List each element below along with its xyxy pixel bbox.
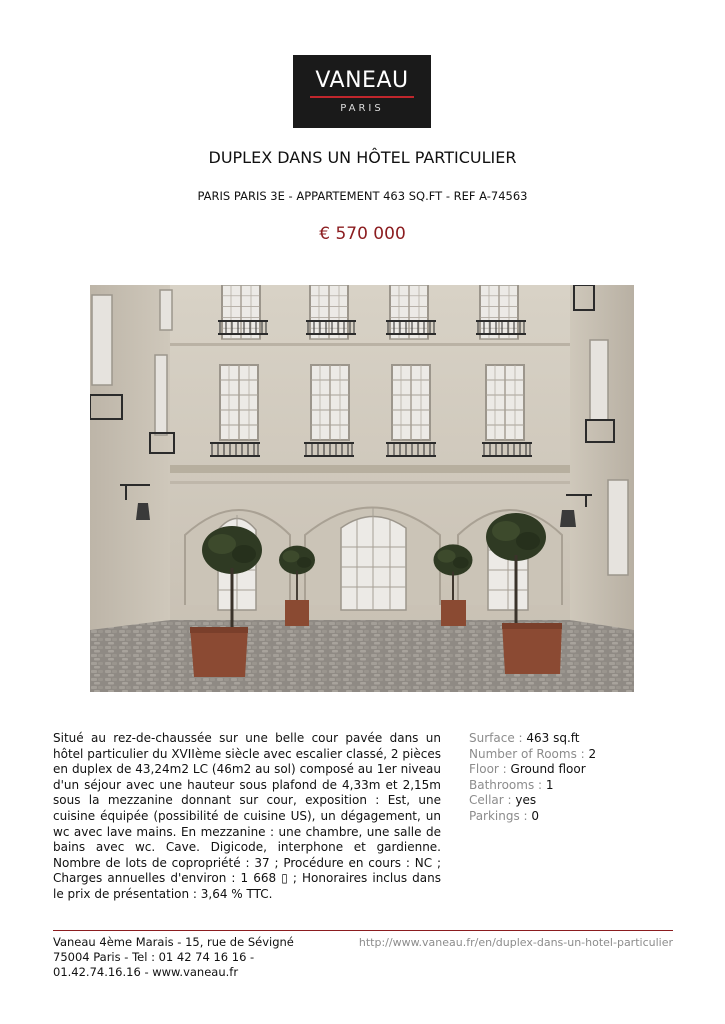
spec-floor [469, 762, 689, 778]
listing-title: DUPLEX DANS UN HÔTEL PARTICULIER [208, 148, 517, 167]
property-photo [90, 285, 634, 692]
spec-value: 463 sq.ft [526, 731, 580, 745]
logo-city: PARIS [340, 102, 384, 114]
spec-rooms [469, 747, 689, 763]
footer-divider [53, 930, 673, 931]
spec-value: 2 [588, 746, 597, 761]
spec-value: yes [515, 793, 537, 808]
spec-label: Cellar : [469, 793, 516, 808]
spec-label: Number of Rooms : [469, 746, 589, 761]
spec-label: Parkings : [469, 808, 532, 823]
listing-subtitle: PARIS PARIS 3E - APPARTEMENT 463 SQ.FT - REF A-74563 [197, 189, 528, 203]
footer-url-link[interactable]: http://www.vaneau.fr/en/duplex-dans-un-hotel-particulier [358, 936, 673, 949]
logo-brand: VANEAU [315, 67, 409, 93]
spec-surface [469, 731, 689, 747]
spec-label: Bathrooms : [469, 777, 546, 792]
specs-list [469, 731, 689, 825]
listing-description: Situé au rez-de-chaussée sur une belle cour pavée dans un hôtel particulier du XVIIème siècle avec escalier classé, 2 pièces en duplex de 43,24m2 LC (46m2 au sol) composé au 1er niveau d'un séjour avec une hauteur sous plafond de 4,33m et 2,15m sous la mezzanine donnant sur cour, exposition : Est, une cuisine équipée (possibilité de cuisine US), un dégagement, un wc avec lave mains. En mezzanine : une chambre, une salle de bains avec wc. Cave. Digicode, interphone et gardienne. Nombre de lots de copropriété : 37 ; Procédure en cours : NC ; Charges annuelles d'environ : 1 668 ▯ ; Honoraires inclus dans le prix de présentation : 3,64 % TTC. [53, 731, 441, 901]
spec-cellar [469, 793, 689, 809]
spec-parkings [469, 809, 689, 825]
spec-label: Floor : [469, 762, 511, 777]
spec-label: Surface : [469, 731, 527, 745]
listing-price: € 570 000 [319, 224, 406, 244]
footer-address: Vaneau 4ème Marais - 15, rue de Sévigné 75004 Paris - Tel : 01 42 74 16 16 - 01.42.74.16.16 - www.vaneau.fr [53, 935, 294, 979]
spec-value: 0 [531, 808, 540, 823]
spec-bathrooms [469, 778, 689, 794]
spec-value: Ground floor [510, 762, 586, 777]
spec-value: 1 [545, 777, 554, 792]
vaneau-logo [293, 55, 431, 128]
logo-divider [310, 96, 414, 98]
